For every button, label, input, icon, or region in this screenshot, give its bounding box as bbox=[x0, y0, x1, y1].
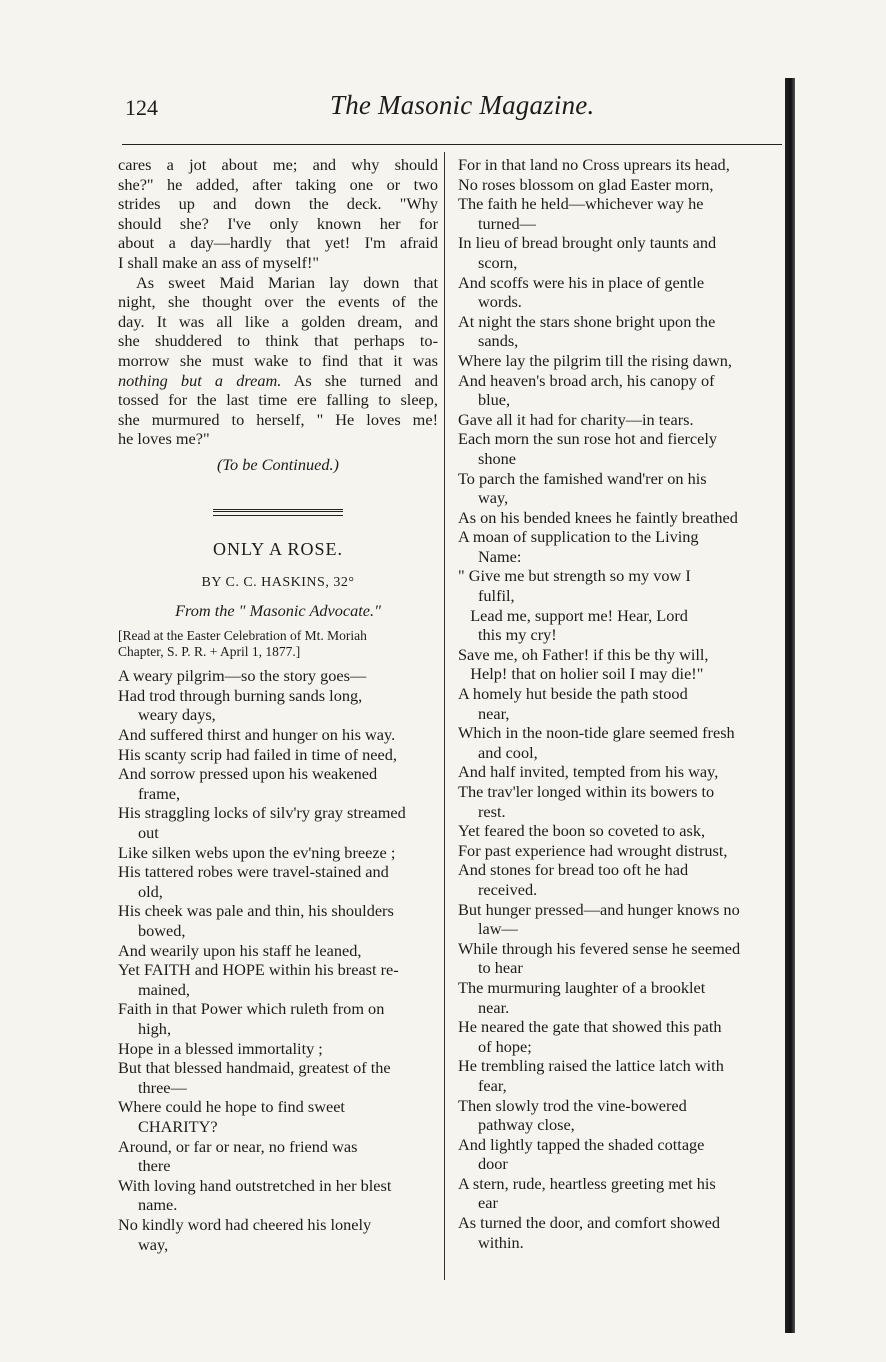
verse-line: And wearily upon his staff he leaned, bbox=[118, 940, 362, 960]
verse-line: Where lay the pilgrim till the rising dawn, bbox=[458, 350, 732, 370]
verse-line-continuation: rest. bbox=[478, 801, 506, 821]
verse-line: As on his bended knees he faintly breathed bbox=[458, 507, 738, 527]
verse-line-continuation: near, bbox=[478, 703, 510, 723]
poem-note bbox=[118, 628, 438, 660]
verse-line: Like silken webs upon the ev'ning breeze ; bbox=[118, 842, 396, 862]
verse-line-continuation: this my cry! bbox=[478, 625, 557, 645]
verse-line: Lead me, support me! Hear, Lord bbox=[458, 605, 688, 625]
text-line bbox=[118, 371, 438, 391]
verse-line-continuation: pathway close, bbox=[478, 1115, 575, 1135]
verse-line-continuation: there bbox=[138, 1156, 171, 1176]
verse-line-continuation: turned— bbox=[478, 213, 536, 233]
verse-line-continuation: way, bbox=[138, 1234, 169, 1254]
verse-line-continuation: way, bbox=[478, 488, 509, 508]
verse-line: In lieu of bread brought only taunts and bbox=[458, 233, 717, 253]
text-line: she murmured to herself, " He loves me! bbox=[118, 409, 438, 429]
verse-line-continuation: shone bbox=[478, 448, 516, 468]
verse-line: But that blessed handmaid, greatest of the bbox=[118, 1058, 391, 1078]
verse-line: Where could he hope to find sweet bbox=[118, 1097, 345, 1117]
verse-line: While through his fevered sense he seemed bbox=[458, 938, 741, 958]
verse-line: A weary pilgrim—so the story goes— bbox=[118, 666, 367, 686]
verse-line-continuation: high, bbox=[138, 1018, 172, 1038]
story-paragraph-1 bbox=[118, 155, 438, 273]
verse-line-continuation: CHARITY? bbox=[138, 1116, 218, 1136]
verse-line: Gave all it had for charity—in tears. bbox=[458, 409, 694, 429]
text-line: I shall make an ass of myself!" bbox=[118, 252, 320, 272]
verse-line: Each morn the sun rose hot and fiercely bbox=[458, 429, 718, 449]
verse-line: For in that land no Cross uprears its head, bbox=[458, 155, 730, 174]
verse-line: And stones for bread too oft he had bbox=[458, 860, 689, 880]
verse-line: His straggling locks of silv'ry gray streamed bbox=[118, 803, 406, 823]
verse-line: A homely hut beside the path stood bbox=[458, 684, 688, 704]
right-column bbox=[458, 155, 776, 1252]
verse-line: And half invited, tempted from his way, bbox=[458, 762, 719, 782]
verse-line-continuation: fear, bbox=[478, 1075, 507, 1095]
verse-line: And heaven's broad arch, his canopy of bbox=[458, 370, 715, 390]
verse-line-continuation: frame, bbox=[138, 783, 181, 803]
text-line: he loves me?" bbox=[118, 429, 210, 449]
verse-line: No kindly word had cheered his lonely bbox=[118, 1214, 372, 1234]
verse-line-continuation: weary days, bbox=[138, 705, 216, 725]
column-divider bbox=[444, 152, 445, 1280]
to-be-continued: (To be Continued.) bbox=[217, 454, 339, 474]
verse-line-continuation: scorn, bbox=[478, 252, 518, 272]
verse-line: He trembling raised the lattice latch with bbox=[458, 1056, 724, 1076]
verse-line: Faith in that Power which ruleth from on bbox=[118, 999, 385, 1019]
verse-line: His scanty scrip had failed in time of need, bbox=[118, 744, 397, 764]
poem-source: From the " Masonic Advocate." bbox=[175, 600, 381, 620]
verse-line: But hunger pressed—and hunger knows no bbox=[458, 899, 740, 919]
verse-line: And suffered thirst and hunger on his way. bbox=[118, 725, 396, 745]
verse-line: For past experience had wrought distrust, bbox=[458, 840, 728, 860]
story-paragraph-2 bbox=[118, 273, 438, 449]
verse-line: " Give me but strength so my vow I bbox=[458, 566, 691, 586]
verse-line: His tattered robes were travel-stained and bbox=[118, 862, 389, 882]
verse-line: And scoffs were his in place of gentle bbox=[458, 272, 705, 292]
text-line: morrow she must wake to find that it was bbox=[118, 350, 438, 370]
verse-line-continuation: old, bbox=[138, 881, 163, 901]
verse-line: As turned the door, and comfort showed bbox=[458, 1213, 721, 1233]
verse-line-continuation: name. bbox=[138, 1195, 178, 1215]
poem-verse-left bbox=[118, 666, 438, 1254]
text-line: cares a jot about me; and why should bbox=[118, 155, 438, 174]
verse-line: He neared the gate that showed this path bbox=[458, 1017, 722, 1037]
verse-line: Yet FAITH and HOPE within his breast re- bbox=[118, 960, 399, 980]
verse-line: Around, or far or near, no friend was bbox=[118, 1136, 358, 1156]
verse-line: At night the stars shone bright upon the bbox=[458, 311, 716, 331]
verse-line: Help! that on holier soil I may die!" bbox=[458, 664, 704, 684]
poem-verse-right bbox=[458, 155, 776, 1252]
header-rule bbox=[122, 144, 782, 145]
text-line: should she? I've only known her for bbox=[118, 213, 438, 233]
text-line: tossed for the last time ere falling to sleep, bbox=[118, 390, 438, 410]
italic-phrase: nothing but a dream. bbox=[118, 370, 282, 390]
section-divider bbox=[213, 509, 343, 516]
verse-line: The trav'ler longed within its bowers to bbox=[458, 782, 715, 801]
verse-line-continuation: to hear bbox=[478, 958, 523, 978]
verse-line: Yet feared the boon so coveted to ask, bbox=[458, 821, 706, 841]
verse-line: And lightly tapped the shaded cottage bbox=[458, 1134, 705, 1154]
verse-line: With loving hand outstretched in her blest bbox=[118, 1175, 392, 1195]
text-line: about a day—hardly that yet! I'm afraid bbox=[118, 233, 438, 253]
verse-line-continuation: near. bbox=[478, 997, 510, 1017]
verse-line-continuation: and cool, bbox=[478, 742, 538, 762]
verse-line-continuation: of hope; bbox=[478, 1036, 532, 1056]
text-line: night, she thought over the events of the bbox=[118, 292, 438, 312]
verse-line-continuation: law— bbox=[478, 919, 518, 939]
verse-line-continuation: door bbox=[478, 1154, 508, 1174]
page-edge-bar bbox=[785, 78, 795, 1333]
text-line: she shuddered to think that perhaps to- bbox=[118, 331, 438, 351]
verse-line-continuation: bowed, bbox=[138, 921, 186, 940]
verse-line-continuation: mained, bbox=[138, 979, 190, 999]
verse-line: Hope in a blessed immortality ; bbox=[118, 1038, 323, 1058]
note-line: Chapter, S. P. R. + April 1, 1877.] bbox=[118, 644, 301, 660]
verse-line: A stern, rude, heartless greeting met his bbox=[458, 1173, 716, 1193]
verse-line-continuation: out bbox=[138, 823, 159, 843]
text-line: day. It was all like a golden dream, and bbox=[118, 311, 438, 331]
verse-line: And sorrow pressed upon his weakened bbox=[118, 764, 378, 784]
verse-line: Save me, oh Father! if this be thy will, bbox=[458, 644, 709, 664]
text-line: strides up and down the deck. "Why bbox=[118, 194, 438, 214]
verse-line-continuation: received. bbox=[478, 879, 538, 899]
verse-line-continuation: blue, bbox=[478, 390, 511, 410]
verse-line: No roses blossom on glad Easter morn, bbox=[458, 174, 714, 194]
text-span: As she turned and bbox=[281, 370, 438, 390]
note-line: [Read at the Easter Celebration of Mt. Moriah bbox=[118, 628, 367, 644]
text-line: she?" he added, after taking one or two bbox=[118, 174, 438, 194]
text-line: As sweet Maid Marian lay down that bbox=[136, 272, 438, 292]
verse-line-continuation: words. bbox=[478, 292, 522, 312]
poem-title: ONLY A ROSE. bbox=[212, 538, 344, 559]
verse-line-continuation: ear bbox=[478, 1193, 498, 1213]
verse-line-continuation: within. bbox=[478, 1232, 524, 1252]
poem-byline: BY C. C. HASKINS, 32° bbox=[201, 575, 355, 591]
left-column bbox=[118, 155, 438, 1254]
verse-line: The faith he held—whichever way he bbox=[458, 194, 704, 214]
verse-line: Had trod through burning sands long, bbox=[118, 685, 363, 705]
page-number: 124 bbox=[125, 95, 158, 120]
verse-line: Then slowly trod the vine-bowered bbox=[458, 1095, 687, 1115]
verse-line: To parch the famished wand'rer on his bbox=[458, 468, 707, 488]
verse-line-continuation: fulfil, bbox=[478, 586, 515, 606]
verse-line-continuation: sands, bbox=[478, 331, 519, 351]
verse-line-continuation: three— bbox=[138, 1077, 187, 1097]
verse-line: A moan of supplication to the Living bbox=[458, 527, 699, 547]
verse-line-continuation: Name: bbox=[478, 546, 522, 566]
verse-line: Which in the noon-tide glare seemed fresh bbox=[458, 723, 735, 743]
running-title: The Masonic Magazine. bbox=[330, 90, 595, 120]
verse-line: His cheek was pale and thin, his shoulders bbox=[118, 901, 394, 921]
verse-line: The murmuring laughter of a brooklet bbox=[458, 977, 706, 997]
